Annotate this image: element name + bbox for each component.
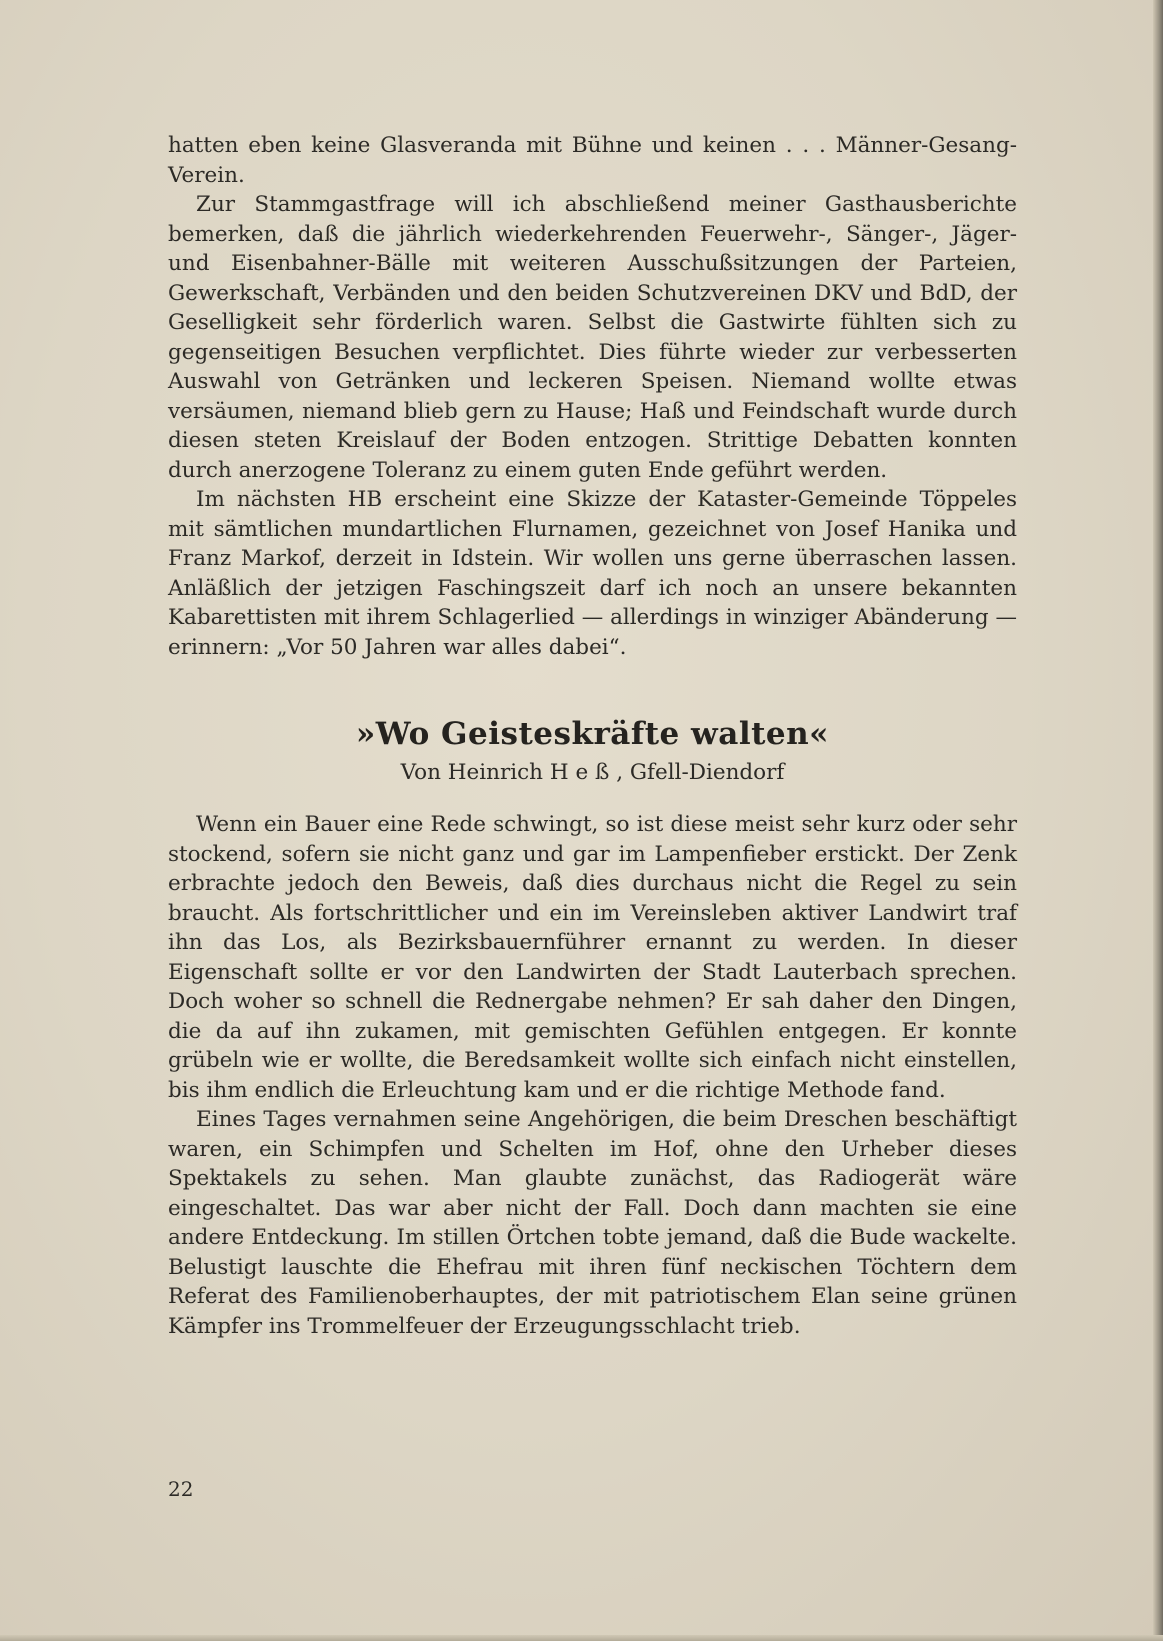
page-bottom-edge (0, 1635, 1163, 1641)
paragraph-stammgast: Zur Stammgastfrage will ich abschließend meiner Gasthausberichte bemerken, daß die jährlich wiederkehrenden Feuerwehr-, Sänger-, Jäger- und Eisenbahner-Bälle mit weiteren Ausschußsitzungen der Parteien, Gewerkschaft, Verbänden und den beiden Schutzvereinen DKV und BdD, der Geselligkeit sehr förderlich waren. Selbst die Gastwirte fühlten sich zu gegenseitigen Besuchen verpflichtet. Dies führte wieder zur verbesserten Auswahl von Getränken und leckeren Speisen. Niemand wollte etwas versäumen, niemand blieb gern zu Hause; Haß und Feindschaft wurde durch diesen steten Kreislauf der Boden entzogen. Strittige Debatten konnten durch anerzogene Toleranz zu einem guten Ende geführt werden. (168, 192, 1017, 483)
paragraph-continuation: hatten eben keine Glasveranda mit Bühne und keinen . . . Männer-Gesang-Verein. (168, 133, 1017, 188)
page-number: 22 (168, 1477, 194, 1501)
page-edge-shadow (1153, 0, 1163, 1641)
article-paragraph: Eines Tages vernahmen seine Angehörigen, die beim Dreschen beschäftigt waren, ein Schimpfen und Schelten im Hof, ohne den Urheber dieses Spektakels zu sehen. Man glaubte zunächst, das Radiogerät wäre eingeschaltet. Das war aber nicht der Fall. Doch dann machten sie eine andere Entdeckung. Im stillen Örtchen tobte jemand, daß die Bude wackelte. Belustigt lauschte die Ehefrau mit ihren fünf neckischen Töchtern dem Referat des Familienoberhauptes, der mit patriotischem Elan seine grünen Kämpfer ins Trommelfeuer der Erzeugungsschlacht trieb. (168, 1107, 1017, 1339)
text-column (168, 131, 1017, 1341)
paragraph-next-issue: Im nächsten HB erscheint eine Skizze der Kataster-Gemeinde Töppeles mit sämtlichen mundartlichen Flurnamen, gezeichnet von Josef Hanika und Franz Markof, derzeit in Idstein. Wir wollen uns gerne überraschen lassen. Anläßlich der jetzigen Faschingszeit darf ich noch an unsere bekannten Kabarettisten mit ihrem Schlagerlied — allerdings in winziger Abänderung — erinnern: „Vor 50 Jahren war alles dabei“. (168, 487, 1017, 660)
article-byline: Von Heinrich H e ß , Gfell-Diendorf (400, 760, 785, 785)
article-title: »Wo Geisteskräfte walten« (355, 716, 830, 752)
article-paragraph: Wenn ein Bauer eine Rede schwingt, so ist diese meist sehr kurz oder sehr stockend, sofern sie nicht ganz und gar im Lampenfieber erstickt. Der Zenk erbrachte jedoch den Beweis, daß dies durchaus nicht die Regel zu sein braucht. Als fortschrittlicher und ein im Vereinsleben aktiver Landwirt traf ihn das Los, als Bezirksbauernführer ernannt zu werden. In dieser Eigenschaft sollte er vor den Landwirten der Stadt Lauterbach sprechen. Doch woher so schnell die Rednergabe nehmen? Er sah daher den Dingen, die da auf ihn zukamen, mit gemischten Gefühlen entgegen. Er konnte grübeln wie er wollte, die Beredsamkeit wollte sich einfach nicht einstellen, bis ihm endlich die Erleuchtung kam und er die richtige Methode fand. (168, 812, 1017, 1103)
